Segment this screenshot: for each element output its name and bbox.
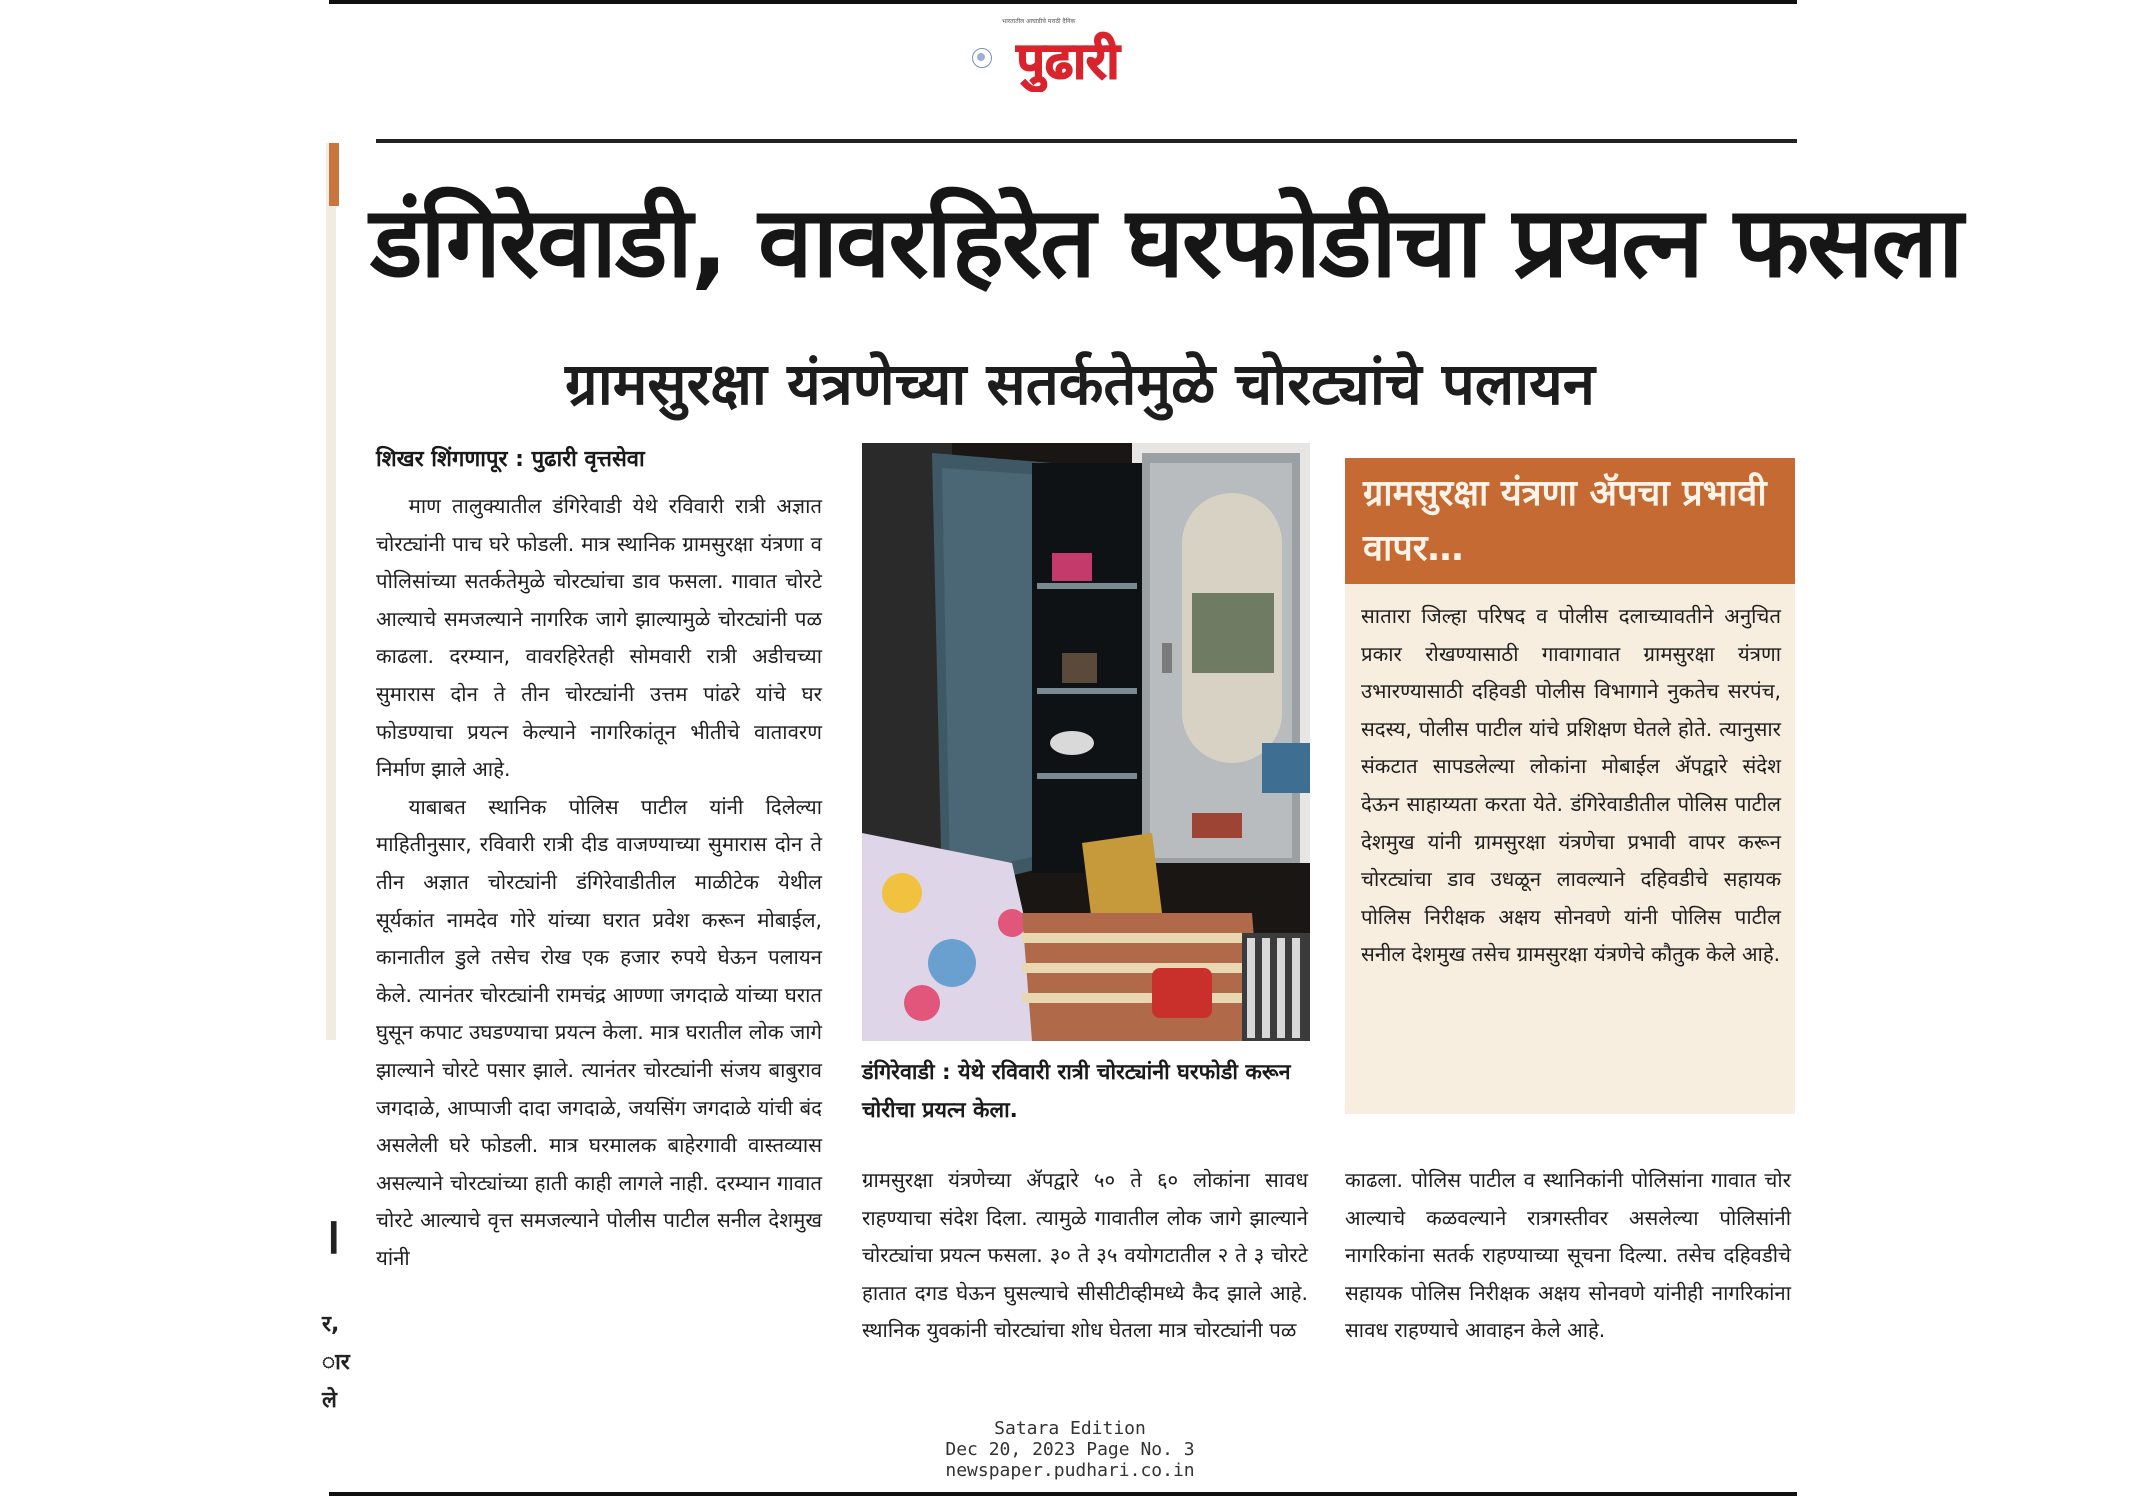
sidebar-title: ग्रामसुरक्षा यंत्रणा ॲपचा प्रभावी वापर… [1363,473,1767,569]
masthead [968,14,1168,100]
pudhari-logo [996,26,1140,92]
cupboard-photo [862,443,1310,1041]
article-column-3 [1345,1162,1791,1350]
edge-fragment: र, [322,1312,340,1337]
paragraph: याबाबत स्थानिक पोलिस पाटील यांनी दिलेल्या माहितीनुसार, रविवारी रात्री दीड वाजण्याच्या सुमारास दोन ते तीन अज्ञात चोरट्यांनी डंगिरेवाडीतील माळीटेक येथील सूर्यकांत नामदेव गोरे यांच्या घरात प्रवेश करून मोबाईल, कानातील डुले तसेच रोख एक हजार रुपये घेऊन पलायन केले. त्यानंतर चोरट्यांनी रामचंद्र आण्णा जगदाळे यांच्या घरात घुसून कपाट उघडण्याचा प्रयत्न केला. मात्र घरातील लोक जागे झाल्याने चोरटे पसार झाले. त्यानंतर चोरट्यांनी संजय बाबुराव जगदाळे, आप्पाजी दादा जगदाळे, जयसिंग जगदाळे यांची बंद असलेली घरे फोडली. मात्र घरमालक बाहेरगावी वास्तव्यास असल्याने चोरट्यांच्या हाती काही लागले नाही. दरम्यान गावात चोरटे आल्याचे वृत्त समजल्याने पोलीस पाटील सनील देशमुख यांनी [376,794,822,1270]
headline-rule [376,139,1797,143]
svg-text:पुढारी: पुढारी [1016,32,1120,90]
edge-fragment: । [322,1207,341,1265]
edge-fragment: ार [322,1350,350,1375]
photo-caption: डंगिरेवाडी : येथे रविवारी रात्री चोरट्यांनी घरफोडी करून चोरीचा प्रयत्न केला. [862,1060,1291,1123]
byline: शिखर शिंगणापूर : पुढारी वृत्तसेवा [376,447,645,472]
sidebar-header [1345,458,1795,584]
subheadline: ग्रामसुरक्षा यंत्रणेच्या सतर्कतेमुळे चोरट्यांचे पलायन [565,350,1595,418]
edge-fragment: ले [322,1388,337,1413]
paragraph: काढला. पोलिस पाटील व स्थानिकांनी पोलिसांना गावात चोर आल्याचे कळवल्याने रात्रगस्तीवर असलेल्या पोलिसांनी नागरिकांना सतर्क राहण्याच्या सूचना दिल्या. तसेच दहिवडीचे सहायक पोलिस निरीक्षक अक्षय सोनवणे यांनीही नागरिकांना सावध राहण्याचे आवाहन केले आहे. [1345,1168,1791,1343]
bottom-rule [329,1492,1797,1496]
source-url: newspaper.pudhari.co.in [945,1460,1195,1481]
top-rule [329,0,1797,4]
emblem-icon [972,48,992,68]
sidebar-body: सातारा जिल्हा परिषद व पोलीस दलाच्यावतीने अनुचित प्रकार रोखण्यासाठी गावागावात ग्रामसुरक्षा यंत्रणा उभारण्यासाठी दहिवडी पोलीस विभागाने नुकतेच सरपंच, सदस्य, पोलीस पाटील यांचे प्रशिक्षण घेतले होते. त्यानुसार संकटात सापडलेल्या लोकांना मोबाईल ॲपद्वारे संदेश देऊन साहाय्यता करता येते. डंगिरेवाडीतील पोलिस पाटील देशमुख यांनी ग्रामसुरक्षा यंत्रणेचा प्रभावी वापर करून चोरट्यांचा डाव उधळून लावल्याने दहिवडीचे सहायक पोलिस निरीक्षक अक्षय सोनवणे यांनी पोलिस पाटील सनील देशमुख तसेच ग्रामसुरक्षा यंत्रणेचे कौतुक केले आहे. [1361,604,1781,967]
adjacent-accent-bar [329,143,339,206]
date-page-label: Dec 20, 2023 Page No. 3 [945,1439,1195,1460]
article-column-1 [376,488,822,1388]
adjacent-column-edge [326,143,336,1040]
article-column-2 [862,1162,1308,1350]
masthead-tagline: भारतातील आघाडीचे मराठी दैनिक [1002,18,1076,25]
paragraph: माण तालुक्यातील डंगिरेवाडी येथे रविवारी रात्री अज्ञात चोरट्यांनी पाच घरे फोडली. मात्र स्थानिक ग्रामसुरक्षा यंत्रणा व पोलिसांच्या सतर्कतेमुळे चोरट्यांचा डाव फसला. गावात चोरटे आल्याचे समजल्याने नागरिक जागे झाल्यामुळे चोरट्यांनी पळ काढला. दरम्यान, वावरहिरेतही सोमवारी रात्री अडीचच्या सुमारास दोन ते तीन चोरट्यांनी उत्तम पांढरे यांचे घर फोडण्याचा प्रयत्न केल्याने नागरिकांतून भीतीचे वातावरण निर्माण झाले आहे. [376,494,822,782]
headline: डंगिरेवाडी, वावरहिरेत घरफोडीचा प्रयत्न फसला [370,186,1962,300]
edition-footer [870,1418,1270,1481]
article-photo [862,443,1310,1041]
sidebar-box [1345,458,1795,1114]
edition-label: Satara Edition [994,1418,1146,1439]
paragraph: ग्रामसुरक्षा यंत्रणेच्या ॲपद्वारे ५० ते ६० लोकांना सावध राहण्याचा संदेश दिला. त्यामुळे गावातील लोक जागे झाल्याने चोरट्यांचा प्रयत्न फसला. ३० ते ३५ वयोगटातील २ ते ३ चोरटे हातात दगड घेऊन घुसल्याचे सीसीटीव्हीमध्ये कैद झाले आहे. स्थानिक युवकांनी चोरट्यांचा शोध घेतला मात्र चोरट्यांनी पळ [862,1168,1308,1343]
